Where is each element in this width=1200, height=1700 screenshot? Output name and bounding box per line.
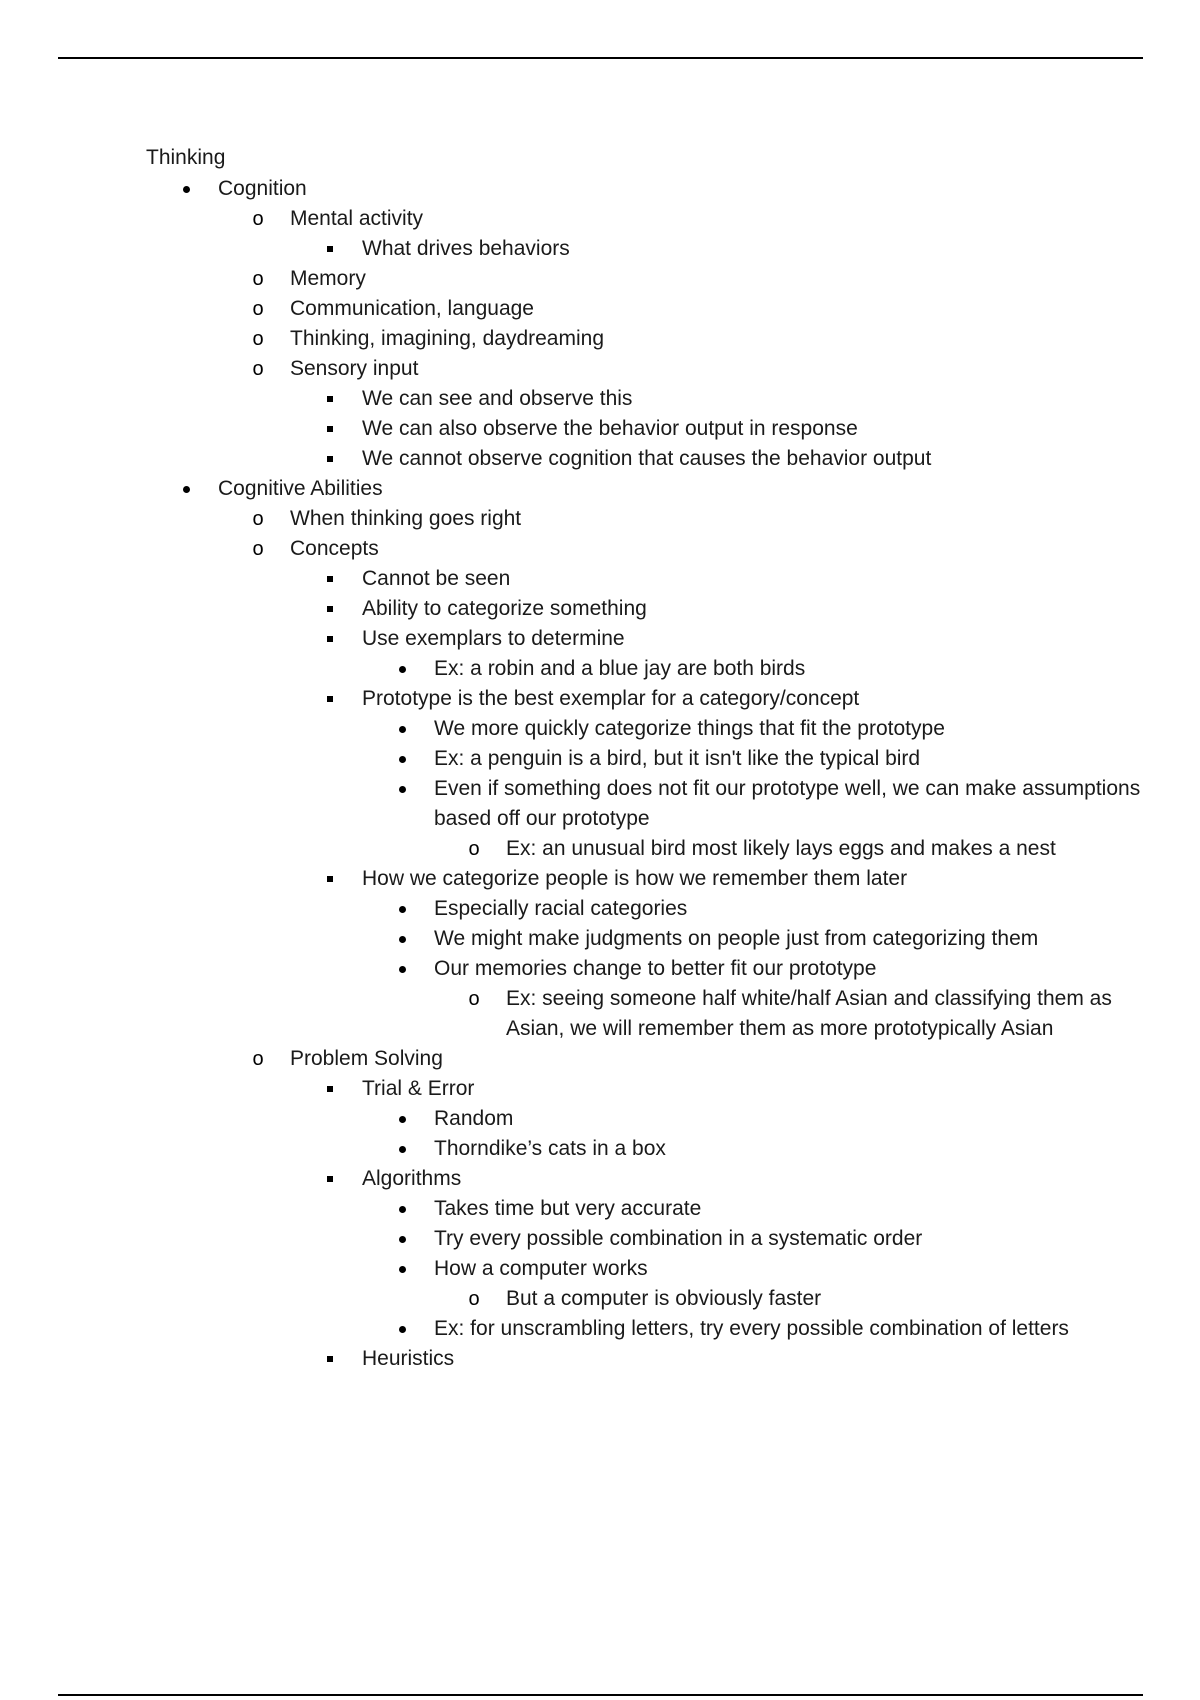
bullet-dot-icon	[392, 744, 412, 774]
bullet-dot-icon	[392, 714, 412, 744]
list-item-text: Concepts	[290, 537, 379, 560]
list-item	[146, 1224, 1146, 1254]
list-item	[146, 384, 1146, 414]
bullet-square-icon	[320, 384, 340, 414]
bullet-circle-icon: o	[252, 508, 264, 530]
list-item-text: But a computer is obviously faster	[506, 1287, 822, 1310]
list-item	[146, 834, 1146, 864]
list-item-text: Takes time but very accurate	[434, 1197, 702, 1220]
list-item	[146, 1074, 1146, 1104]
list-item-text: Use exemplars to determine	[362, 627, 625, 650]
list-item-text: Random	[434, 1107, 514, 1130]
bullet-dot-icon	[392, 654, 412, 684]
list-item	[146, 864, 1146, 894]
bullet-square-icon	[320, 864, 340, 894]
list-item-text: We can see and observe this	[362, 387, 633, 410]
bullet-dot-icon	[392, 954, 412, 984]
list-item-text: Mental activity	[290, 207, 424, 230]
bullet-circle-icon: o	[468, 1288, 480, 1310]
bullet-circle-icon: o	[468, 988, 480, 1010]
list-item	[146, 1044, 1146, 1074]
document-body	[146, 144, 1146, 1374]
list-item	[146, 1344, 1146, 1374]
list-item	[146, 294, 1146, 324]
list-item-text: Thorndike’s cats in a box	[434, 1137, 666, 1160]
list-item-text: Our memories change to better fit our prototype	[434, 957, 877, 980]
bullet-dot-icon	[392, 774, 412, 804]
bullet-square-icon	[320, 1074, 340, 1104]
list-item	[146, 1194, 1146, 1224]
bullet-dot-icon	[176, 174, 196, 204]
list-item-text: Ex: seeing someone half white/half Asian and classifying them as Asian, we will remember them as more prototypically Asian	[506, 987, 1112, 1040]
list-item	[146, 774, 1146, 834]
bullet-circle-icon: o	[252, 328, 264, 350]
list-item	[146, 204, 1146, 234]
list-item	[146, 534, 1146, 564]
list-item-text: What drives behaviors	[362, 237, 570, 260]
bullet-circle-icon: o	[252, 268, 264, 290]
list-item-text: Especially racial categories	[434, 897, 688, 920]
list-item	[146, 324, 1146, 354]
list-item-text: Communication, language	[290, 297, 534, 320]
list-item	[146, 714, 1146, 744]
document-title: Thinking	[146, 146, 226, 169]
bullet-dot-icon	[392, 894, 412, 924]
list-item-text: We can also observe the behavior output in response	[362, 417, 858, 440]
list-item	[146, 354, 1146, 384]
list-item	[146, 234, 1146, 264]
list-item-text: Algorithms	[362, 1167, 462, 1190]
outline-list	[146, 174, 1146, 1374]
bullet-square-icon	[320, 684, 340, 714]
list-item-text: Memory	[290, 267, 366, 290]
list-item-text: Problem Solving	[290, 1047, 443, 1070]
list-item	[146, 1164, 1146, 1194]
list-item-text: Ex: a robin and a blue jay are both birds	[434, 657, 806, 680]
list-item-text: Prototype is the best exemplar for a category/concept	[362, 687, 860, 710]
list-item-text: Ex: for unscrambling letters, try every possible combination of letters	[434, 1317, 1069, 1340]
list-item	[146, 1314, 1146, 1344]
bullet-square-icon	[320, 1164, 340, 1194]
bullet-circle-icon: o	[252, 1048, 264, 1070]
bullet-circle-icon: o	[252, 538, 264, 560]
list-item-text: Ex: a penguin is a bird, but it isn't like the typical bird	[434, 747, 921, 770]
bullet-dot-icon	[176, 474, 196, 504]
list-item-text: Sensory input	[290, 357, 419, 380]
list-item	[146, 1284, 1146, 1314]
list-item	[146, 564, 1146, 594]
list-item	[146, 654, 1146, 684]
bullet-dot-icon	[392, 1134, 412, 1164]
bullet-square-icon	[320, 564, 340, 594]
bullet-square-icon	[320, 1344, 340, 1374]
bullet-circle-icon: o	[468, 838, 480, 860]
list-item-text: Ex: an unusual bird most likely lays eggs and makes a nest	[506, 837, 1056, 860]
list-item-text: How a computer works	[434, 1257, 648, 1280]
list-item-text: Cognition	[218, 177, 307, 200]
list-item	[146, 924, 1146, 954]
list-item	[146, 954, 1146, 984]
list-item-text: We might make judgments on people just from categorizing them	[434, 927, 1039, 950]
list-item	[146, 594, 1146, 624]
bullet-dot-icon	[392, 1314, 412, 1344]
list-item	[146, 264, 1146, 294]
list-item-text: Trial & Error	[362, 1077, 475, 1100]
list-item-text: Even if something does not fit our prototype well, we can make assumptions based off our prototype	[434, 777, 1141, 830]
list-item	[146, 414, 1146, 444]
bullet-square-icon	[320, 234, 340, 264]
list-item	[146, 984, 1146, 1044]
list-item	[146, 1134, 1146, 1164]
list-item-text: We more quickly categorize things that fit the prototype	[434, 717, 945, 740]
list-item-text: Cannot be seen	[362, 567, 511, 590]
list-item	[146, 504, 1146, 534]
bullet-dot-icon	[392, 1194, 412, 1224]
bullet-square-icon	[320, 414, 340, 444]
bullet-circle-icon: o	[252, 358, 264, 380]
list-item-text: When thinking goes right	[290, 507, 522, 530]
list-item-text: How we categorize people is how we remember them later	[362, 867, 908, 890]
bullet-square-icon	[320, 594, 340, 624]
list-item	[146, 894, 1146, 924]
list-item	[146, 1254, 1146, 1284]
list-item	[146, 474, 1146, 504]
list-item	[146, 684, 1146, 714]
list-item	[146, 744, 1146, 774]
bullet-circle-icon: o	[252, 208, 264, 230]
list-item-text: Ability to categorize something	[362, 597, 647, 620]
list-item-text: Cognitive Abilities	[218, 477, 383, 500]
bullet-square-icon	[320, 624, 340, 654]
list-item-text: Thinking, imagining, daydreaming	[290, 327, 605, 350]
bullet-dot-icon	[392, 924, 412, 954]
list-item	[146, 1104, 1146, 1134]
bullet-dot-icon	[392, 1104, 412, 1134]
list-item	[146, 624, 1146, 654]
bullet-dot-icon	[392, 1254, 412, 1284]
list-item-text: Try every possible combination in a systematic order	[434, 1227, 923, 1250]
bullet-dot-icon	[392, 1224, 412, 1254]
footer-rule	[58, 1694, 1143, 1696]
list-item	[146, 444, 1146, 474]
bullet-square-icon	[320, 444, 340, 474]
list-item-text: Heuristics	[362, 1347, 455, 1370]
list-item	[146, 174, 1146, 204]
header-rule	[58, 57, 1143, 59]
bullet-circle-icon: o	[252, 298, 264, 320]
list-item-text: We cannot observe cognition that causes the behavior output	[362, 447, 932, 470]
